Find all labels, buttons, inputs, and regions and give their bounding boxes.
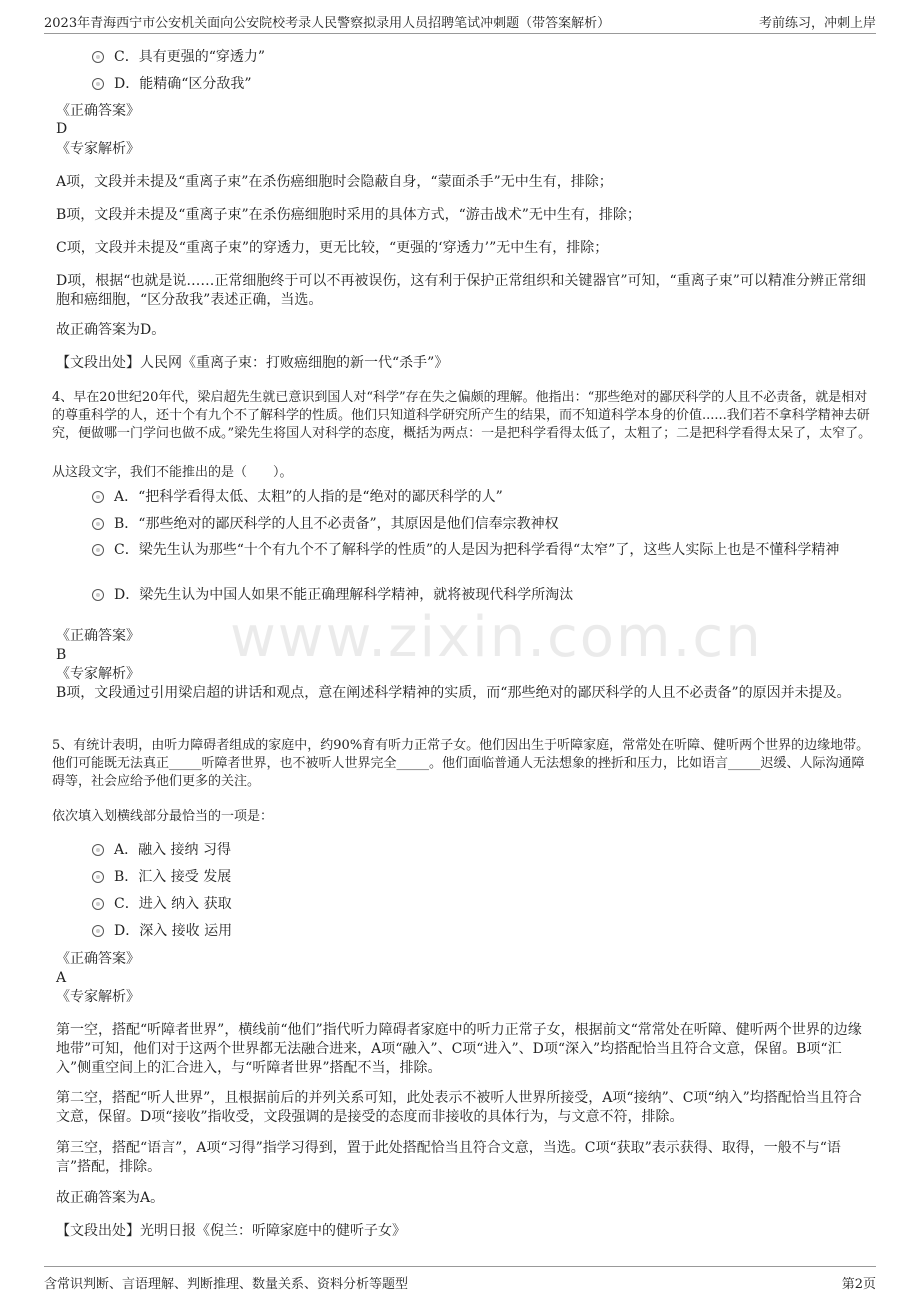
- radio-icon[interactable]: [92, 78, 104, 90]
- document-title: 2023年青海西宁市公安机关面向公安院校考录人民警察拟录用人员招聘笔试冲刺题（带答案解析）: [44, 16, 611, 31]
- q3-analysis-d: D项，根据“也就是说……正常细胞终于可以不再被误伤，这有利于保护正常组织和关键器官”可知，“重离子束”可以精准分辨正常细胞和癌细胞，“区分敌我”表述正确，当选。: [56, 273, 866, 308]
- radio-icon[interactable]: [92, 51, 104, 63]
- q4-analysis-label: 《专家解析》: [56, 666, 140, 682]
- q5-option-c[interactable]: C．进入 纳入 获取: [92, 893, 232, 915]
- radio-icon[interactable]: [92, 844, 104, 856]
- q5-analysis-third-blank: 第三空，搭配“语言”，A项“习得”指学习得到，置于此处搭配恰当且符合文意，当选。C项“获取”表示获得、取得，一般不与“语言”搭配，排除。: [56, 1140, 841, 1175]
- page-number: 第2页: [841, 1277, 876, 1292]
- q5-answer-label: 《正确答案》: [56, 951, 140, 967]
- q3-analysis-a: A项，文段并未提及“重离子束”在杀伤癌细胞时会隐蔽自身，“蒙面杀手”无中生有，排除；: [56, 174, 613, 190]
- q4-option-d[interactable]: D．梁先生认为中国人如果不能正确理解科学精神，就将被现代科学所淘汰: [92, 584, 872, 606]
- header-slogan: 考前练习，冲刺上岸: [758, 16, 876, 31]
- q5-stem: 5、有统计表明，由听力障碍者组成的家庭中，约90%育有听力正常子女。他们因出生于听障家庭，常常处在听障、健听两个世界的边缘地带。他们可能既无法真正_____听障者世界，也不被听人世界完全_____。他们面临普通人无法想象的挫折和压力，比如语言_____迟缓、人际沟通障碍等，社会应给予他们更多的关注。: [52, 738, 870, 789]
- q4-option-c[interactable]: C．梁先生认为那些“十个有九个不了解科学的性质”的人是因为把科学看得“太窄”了，这些人实际上也是不懂科学精神: [92, 539, 872, 561]
- q5-conclusion: 故正确答案为A。: [56, 1190, 165, 1206]
- q4-option-b[interactable]: B．“那些绝对的鄙厌科学的人且不必责备”，其原因是他们信奉宗教神权: [92, 513, 872, 535]
- q3-analysis-c: C项，文段并未提及“重离子束”的穿透力，更无比较，“更强的‘穿透力’”无中生有，排除；: [56, 240, 609, 256]
- q4-question: 从这段文字，我们不能推出的是（ ）。: [52, 465, 293, 480]
- q3-conclusion: 故正确答案为D。: [56, 322, 166, 338]
- radio-icon[interactable]: [92, 491, 104, 503]
- radio-icon[interactable]: [92, 871, 104, 883]
- q4-analysis: B项，文段通过引用梁启超的讲话和观点，意在阐述科学精神的实质，而“那些绝对的鄙厌科学的人且不必责备”的原因并未提及。: [56, 685, 851, 701]
- q5-source: 【文段出处】光明日报《倪兰：听障家庭中的健听子女》: [56, 1223, 406, 1239]
- radio-icon[interactable]: [92, 589, 104, 601]
- radio-icon[interactable]: [92, 518, 104, 530]
- q5-option-d[interactable]: D．深入 接收 运用: [92, 920, 232, 942]
- q3-answer-label: 《正确答案》: [56, 103, 140, 119]
- page-footer: [44, 1266, 876, 1292]
- q4-answer-label: 《正确答案》: [56, 628, 140, 644]
- q3-analysis-b: B项，文段并未提及“重离子束”在杀伤癌细胞时采用的具体方式，“游击战术”无中生有，排除；: [56, 207, 641, 223]
- radio-icon[interactable]: [92, 898, 104, 910]
- radio-icon[interactable]: [92, 925, 104, 937]
- q5-question: 依次填入划横线部分最恰当的一项是：: [52, 809, 274, 824]
- q5-analysis-first-blank: 第一空，搭配“听障者世界”，横线前“他们”指代听力障碍者家庭中的听力正常子女，根据前文“常常处在听障、健听两个世界的边缘地带”可知，他们对于这两个世界都无法融合进来，A项“融入”、C项“进入”、D项“深入”均搭配恰当且符合文意，保留。B项“汇入”侧重空间上的汇合进入，与“听障者世界”搭配不当，排除。: [56, 1022, 862, 1076]
- page-header: [44, 8, 876, 34]
- q5-option-a[interactable]: A．融入 接纳 习得: [92, 839, 231, 861]
- q3-answer: D: [56, 121, 68, 137]
- q5-analysis-label: 《专家解析》: [56, 989, 140, 1005]
- footer-note: 含常识判断、言语理解、判断推理、数量关系、资料分析等题型: [44, 1277, 409, 1292]
- q3-option-d[interactable]: D．能精确“区分敌我”: [92, 73, 252, 95]
- q3-source: 【文段出处】人民网《重离子束：打败癌细胞的新一代“杀手”》: [56, 355, 449, 371]
- radio-icon[interactable]: [92, 544, 104, 556]
- q5-analysis-second-blank: 第二空，搭配“听人世界”，且根据前后的并列关系可知，此处表示不被听人世界所接受，A项“接纳”、C项“纳入”均搭配恰当且符合文意，保留。D项“接收”指收受，文段强调的是接受的态度而非接收的具体行为，与文意不符，排除。: [56, 1090, 862, 1125]
- q4-answer: B: [56, 647, 67, 663]
- q4-option-a[interactable]: A．“把科学看得太低、太粗”的人指的是“绝对的鄙厌科学的人”: [92, 486, 872, 508]
- q5-option-b[interactable]: B．汇入 接受 发展: [92, 866, 231, 888]
- q5-answer: A: [56, 970, 67, 986]
- watermark: www.zixin.com.cn: [230, 605, 763, 670]
- q3-option-c[interactable]: C．具有更强的“穿透力”: [92, 46, 265, 68]
- q3-analysis-label: 《专家解析》: [56, 141, 140, 157]
- q4-stem: 4、早在20世纪20年代，梁启超先生就已意识到国人对“科学”存在失之偏颇的理解。他指出：“那些绝对的鄙厌科学的人且不必责备，就是相对的尊重科学的人，还十个有九个不了解科学的性质。他们只知道科学研究所产生的结果，而不知道科学本身的价值......我们若不拿科学精神去研究，便做哪一门学问也做不成。”梁先生将国人对科学的态度，概括为两点：一是把科学看得太低了，太粗了；二是把科学看得太呆了，太窄了。: [52, 390, 872, 441]
